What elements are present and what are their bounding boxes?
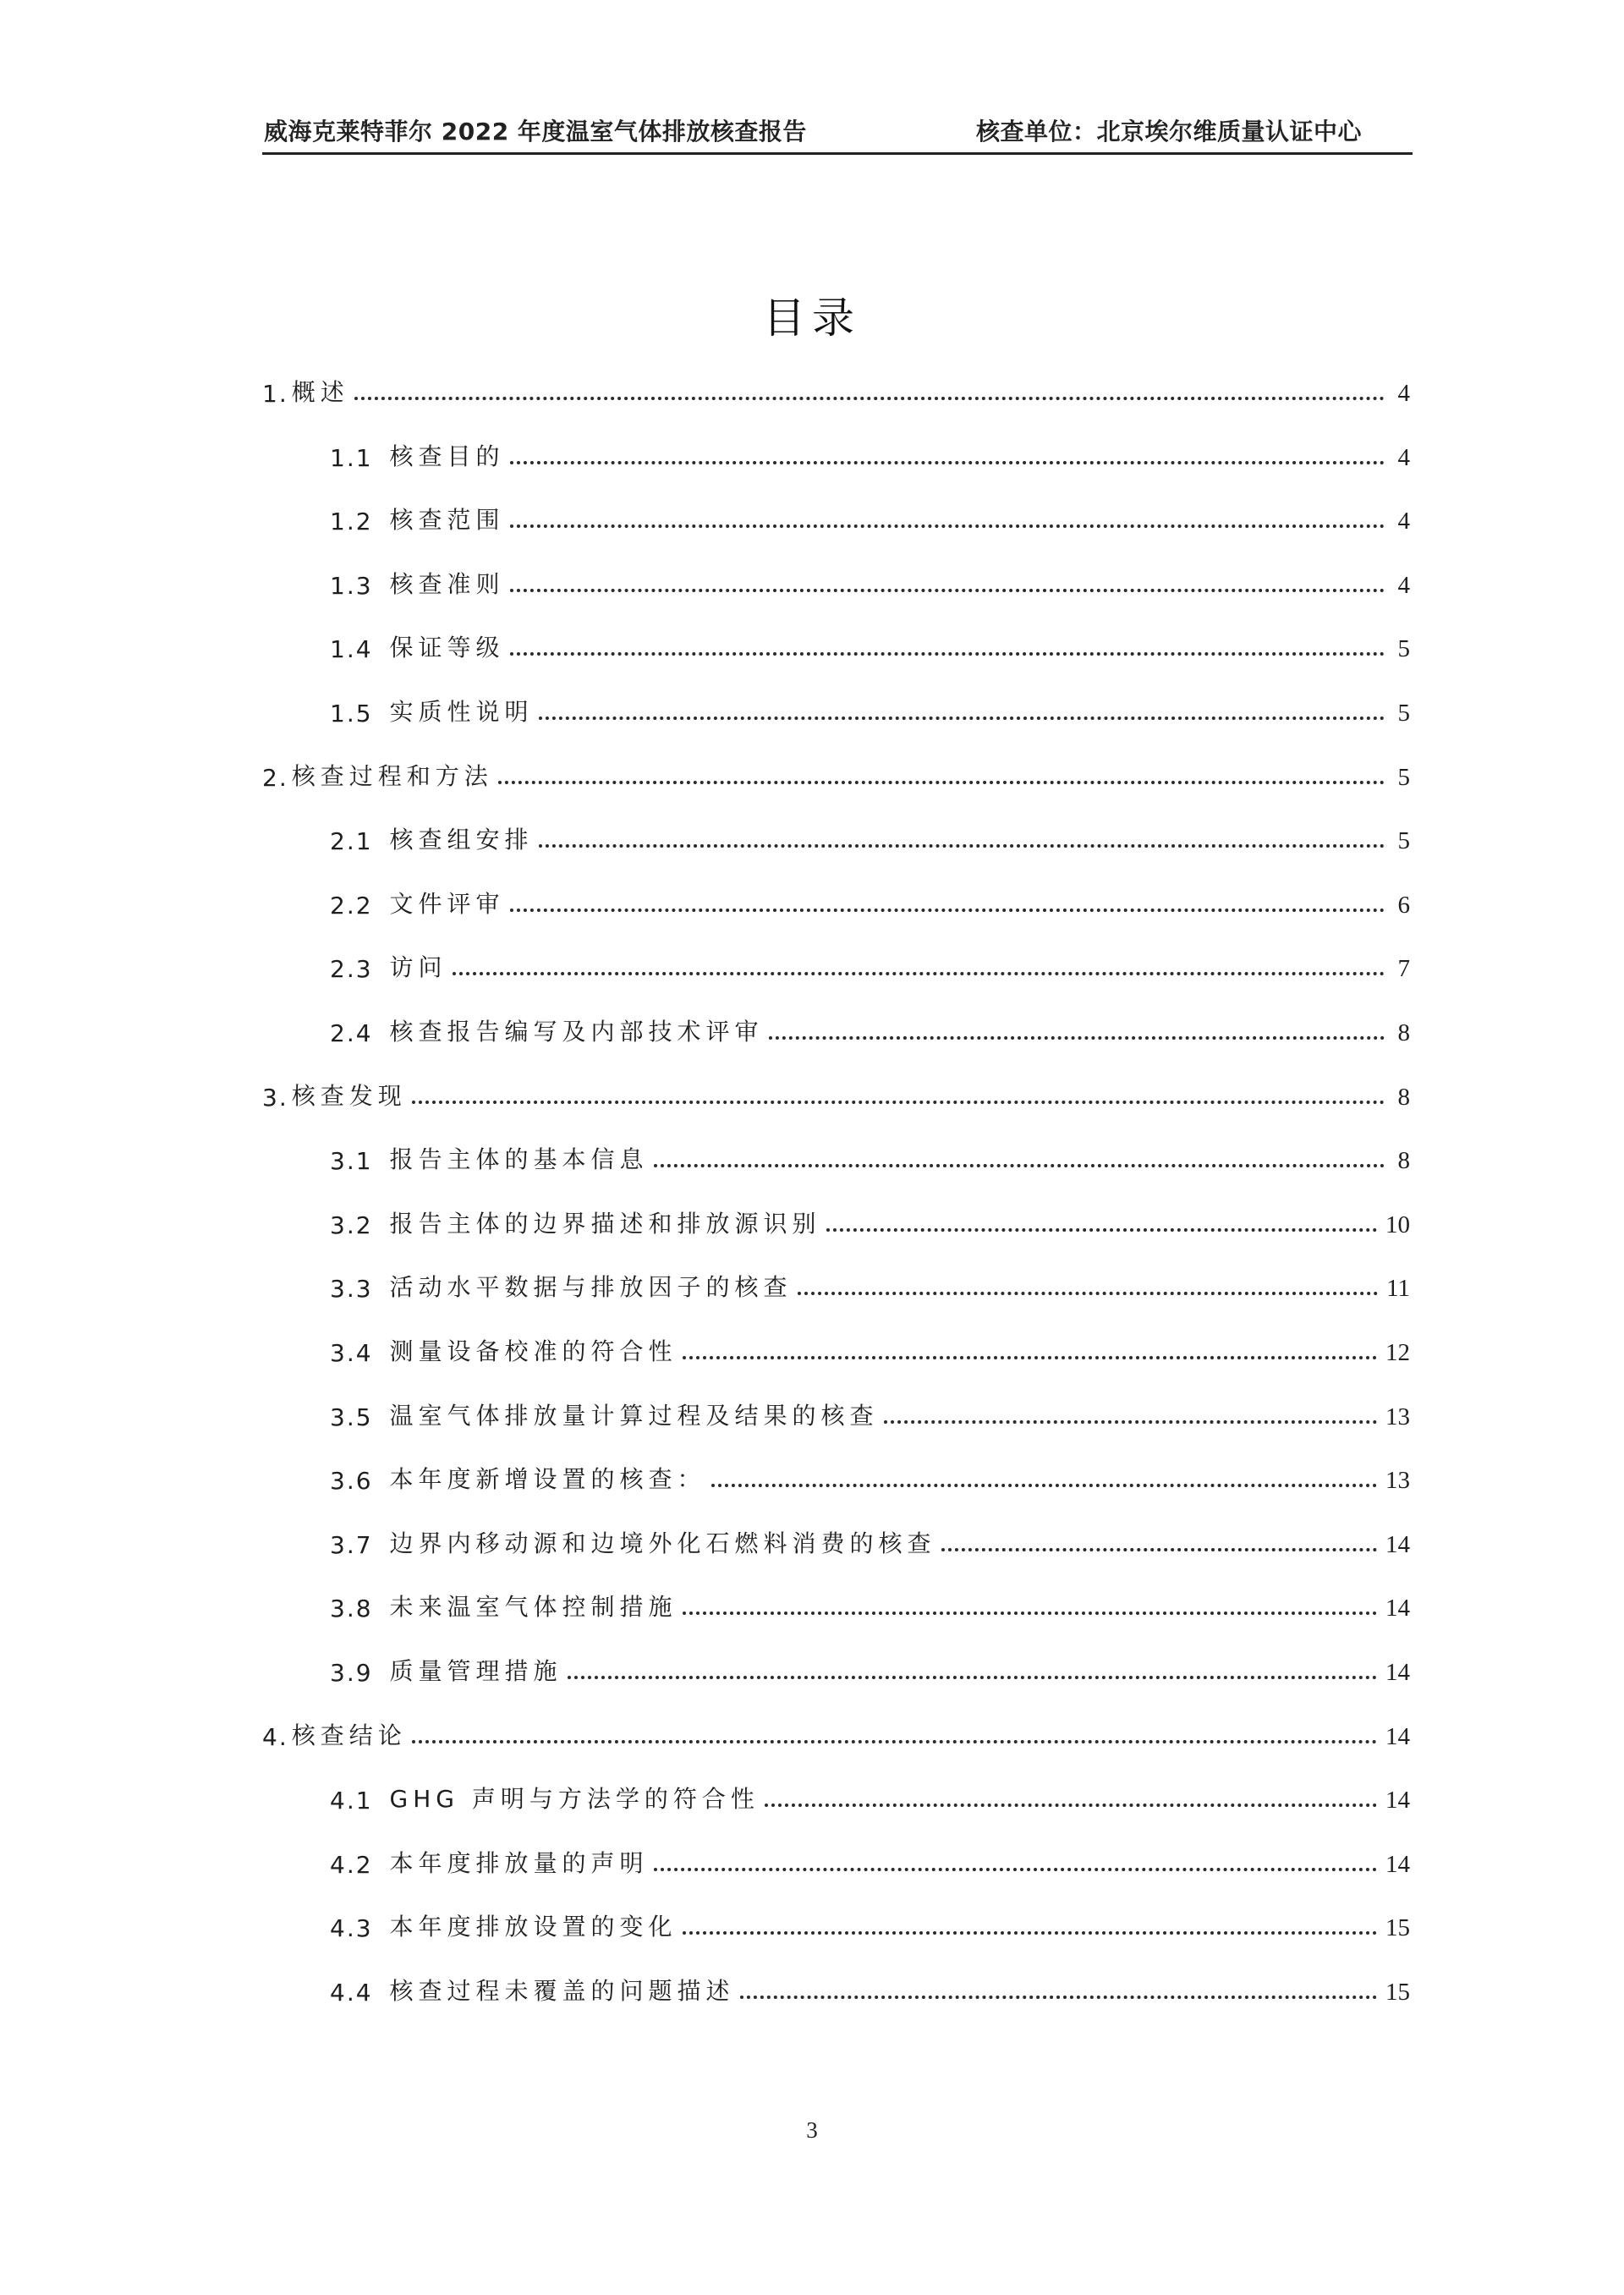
toc-entry[interactable] [330, 1394, 1410, 1431]
toc-entry-label: 质量管理措施 [389, 1657, 562, 1685]
toc-entry[interactable] [330, 882, 1410, 920]
toc-entry-label: 实质性说明 [389, 698, 534, 726]
toc-dot-leader [941, 1548, 1377, 1551]
toc-entry-number: 2.1 [330, 827, 373, 855]
toc-entry-page: 4 [1397, 572, 1410, 599]
toc-entry-label: 核查目的 [389, 442, 505, 470]
toc-entry-page: 12 [1385, 1339, 1410, 1366]
toc-dot-leader [683, 1611, 1377, 1615]
toc-entry-page: 7 [1397, 955, 1410, 982]
toc-entry[interactable] [330, 1905, 1410, 1942]
toc-entry-label: 核查过程和方法 [291, 762, 493, 790]
toc-dot-leader [654, 1164, 1385, 1167]
toc-entry-number: 1.3 [330, 572, 373, 600]
toc-dot-leader [510, 589, 1385, 592]
toc-entry-page: 8 [1397, 1147, 1410, 1174]
toc-dot-leader [798, 1292, 1379, 1295]
toc-dot-leader [498, 781, 1385, 784]
toc-entry-page: 10 [1385, 1211, 1410, 1238]
toc-dot-leader [412, 1101, 1385, 1104]
toc-entry-label: 温室气体排放量计算过程及结果的核查 [389, 1402, 879, 1430]
toc-dot-leader [568, 1676, 1377, 1679]
toc-entry-number: 1.1 [330, 444, 373, 472]
toc-entry-label: 本年度新增设置的核查： [389, 1465, 706, 1493]
toc-entry-label: 未来温室气体控制措施 [389, 1593, 678, 1621]
toc-dot-leader [510, 652, 1385, 656]
toc-entry-number: 3. [262, 1084, 288, 1112]
toc-dot-leader [453, 972, 1385, 975]
toc-entry-label: 核查发现 [291, 1082, 407, 1110]
toc-dot-leader [654, 1868, 1377, 1871]
toc-entry-page: 14 [1385, 1659, 1410, 1686]
toc-dot-leader [354, 397, 1385, 400]
toc-entry-label: 保证等级 [389, 634, 505, 662]
toc-entry[interactable] [330, 1458, 1410, 1495]
toc-entry-label: 访问 [389, 953, 447, 981]
toc-entry-page: 4 [1397, 380, 1410, 407]
toc-entry[interactable] [330, 626, 1410, 663]
toc-entry[interactable] [262, 1074, 1410, 1112]
toc-dot-leader [539, 844, 1385, 848]
toc-entry[interactable] [330, 690, 1410, 727]
toc-dot-leader [765, 1804, 1377, 1807]
toc-entry-number: 2. [262, 764, 288, 792]
toc-entry-page: 13 [1385, 1467, 1410, 1494]
toc-entry-page: 14 [1385, 1787, 1410, 1814]
toc-entry[interactable] [330, 818, 1410, 855]
toc-entry-page: 8 [1397, 1019, 1410, 1046]
toc-entry[interactable] [330, 1777, 1410, 1815]
toc-title: 目录 [763, 294, 861, 343]
toc-entry-label: 报告主体的基本信息 [389, 1145, 649, 1173]
page-number: 3 [806, 2117, 818, 2143]
toc-entry-page: 14 [1385, 1531, 1410, 1558]
toc-entry[interactable] [330, 1010, 1410, 1047]
toc-entry-page: 5 [1397, 700, 1410, 727]
toc-entry-number: 1.4 [330, 635, 373, 663]
toc-entry-number: 3.4 [330, 1339, 373, 1367]
toc-dot-leader [510, 461, 1385, 464]
toc-entry-number: 1. [262, 380, 288, 408]
toc-entry-number: 1.2 [330, 508, 373, 535]
toc-entry[interactable] [262, 371, 1410, 408]
toc-dot-leader [740, 1996, 1377, 1999]
toc-entry-number: 3.5 [330, 1403, 373, 1431]
toc-entry-label: 测量设备校准的符合性 [389, 1337, 678, 1365]
toc-entry-number: 3.3 [330, 1275, 373, 1303]
toc-entry[interactable] [330, 1330, 1410, 1367]
toc-entry-page: 8 [1397, 1084, 1410, 1111]
toc-entry-label: 边界内移动源和边境外化石燃料消费的核查 [389, 1529, 936, 1557]
toc-entry[interactable] [330, 1138, 1410, 1175]
toc-entry-page: 11 [1386, 1275, 1410, 1302]
toc-dot-leader [510, 909, 1385, 912]
toc-entry[interactable] [262, 1714, 1410, 1751]
header-verifier: 核查单位：北京埃尔维质量认证中心 [975, 118, 1362, 145]
toc-entry-label: 活动水平数据与排放因子的核查 [389, 1273, 793, 1301]
toc-entry[interactable] [330, 1202, 1410, 1239]
toc-entry-label: 文件评审 [389, 890, 505, 918]
toc-entry[interactable] [330, 1266, 1410, 1303]
toc-entry[interactable] [330, 1585, 1410, 1622]
toc-entry-page: 5 [1397, 635, 1410, 662]
toc-entry-number: 4. [262, 1723, 288, 1751]
toc-entry-label: 核查结论 [291, 1721, 407, 1749]
toc-entry-page: 4 [1397, 508, 1410, 535]
toc-entry-number: 3.9 [330, 1659, 373, 1687]
toc-dot-leader [412, 1740, 1377, 1743]
toc-entry-label: 核查范围 [389, 506, 505, 534]
toc-dot-leader [769, 1036, 1385, 1040]
toc-dot-leader [884, 1420, 1377, 1424]
toc-entry-number: 4.3 [330, 1914, 373, 1942]
toc-dot-leader [539, 717, 1385, 720]
toc-entry-number: 4.1 [330, 1787, 373, 1815]
toc-entry-number: 3.1 [330, 1147, 373, 1175]
toc-entry-label: 核查准则 [389, 570, 505, 598]
toc-entry-number: 4.2 [330, 1851, 373, 1879]
toc-entry-label: 报告主体的边界描述和排放源识别 [389, 1210, 821, 1238]
toc-entry-number: 2.4 [330, 1019, 373, 1047]
toc-entry-number: 1.5 [330, 700, 373, 727]
page-header [262, 108, 1413, 155]
toc-entry[interactable] [330, 1650, 1410, 1687]
toc-entry-page: 13 [1385, 1403, 1410, 1430]
toc-dot-leader [510, 524, 1385, 528]
toc-entry-number: 3.6 [330, 1467, 373, 1495]
toc-entry-label: 本年度排放量的声明 [389, 1849, 649, 1877]
toc-entry-number: 3.8 [330, 1595, 373, 1622]
toc-entry[interactable] [330, 1522, 1410, 1559]
toc-entry-page: 6 [1397, 892, 1410, 919]
toc-entry-number: 4.4 [330, 1979, 373, 2007]
toc-entry[interactable] [330, 1842, 1410, 1879]
toc-entry[interactable] [330, 498, 1410, 535]
toc-entry[interactable] [330, 563, 1410, 600]
toc-entry-number: 3.2 [330, 1211, 373, 1239]
toc-entry-page: 14 [1385, 1595, 1410, 1622]
header-report-title: 威海克莱特菲尔 2022 年度温室气体排放核查报告 [264, 118, 807, 145]
toc-entry-page: 4 [1397, 444, 1410, 471]
toc-entry-page: 5 [1397, 764, 1410, 791]
toc-entry[interactable] [262, 755, 1410, 792]
toc-entry-label: 核查过程未覆盖的问题描述 [389, 1977, 735, 2005]
toc-entry-page: 15 [1385, 1979, 1410, 2006]
toc-dot-leader [826, 1228, 1377, 1232]
toc-entry[interactable] [330, 1969, 1410, 2007]
toc-dot-leader [683, 1931, 1377, 1935]
toc-entry-number: 3.7 [330, 1531, 373, 1559]
toc-entry-label: 核查报告编写及内部技术评审 [389, 1018, 764, 1046]
toc-entry-page: 15 [1385, 1914, 1410, 1941]
toc-entry[interactable] [330, 435, 1410, 472]
toc-entry-label: 本年度排放设置的变化 [389, 1913, 678, 1941]
toc-entry-label: GHG 声明与方法学的符合性 [389, 1785, 760, 1813]
toc-entry-page: 14 [1385, 1723, 1410, 1750]
toc-entry-label: 概述 [291, 378, 349, 406]
toc-entry-page: 14 [1385, 1851, 1410, 1878]
toc-entry-number: 2.2 [330, 892, 373, 920]
toc-entry-page: 5 [1397, 827, 1410, 854]
toc-dot-leader [683, 1356, 1377, 1359]
toc-entry-label: 核查组安排 [389, 826, 534, 854]
toc-entry[interactable] [330, 946, 1410, 983]
toc-entry-number: 2.3 [330, 955, 373, 983]
toc-dot-leader [711, 1484, 1377, 1487]
